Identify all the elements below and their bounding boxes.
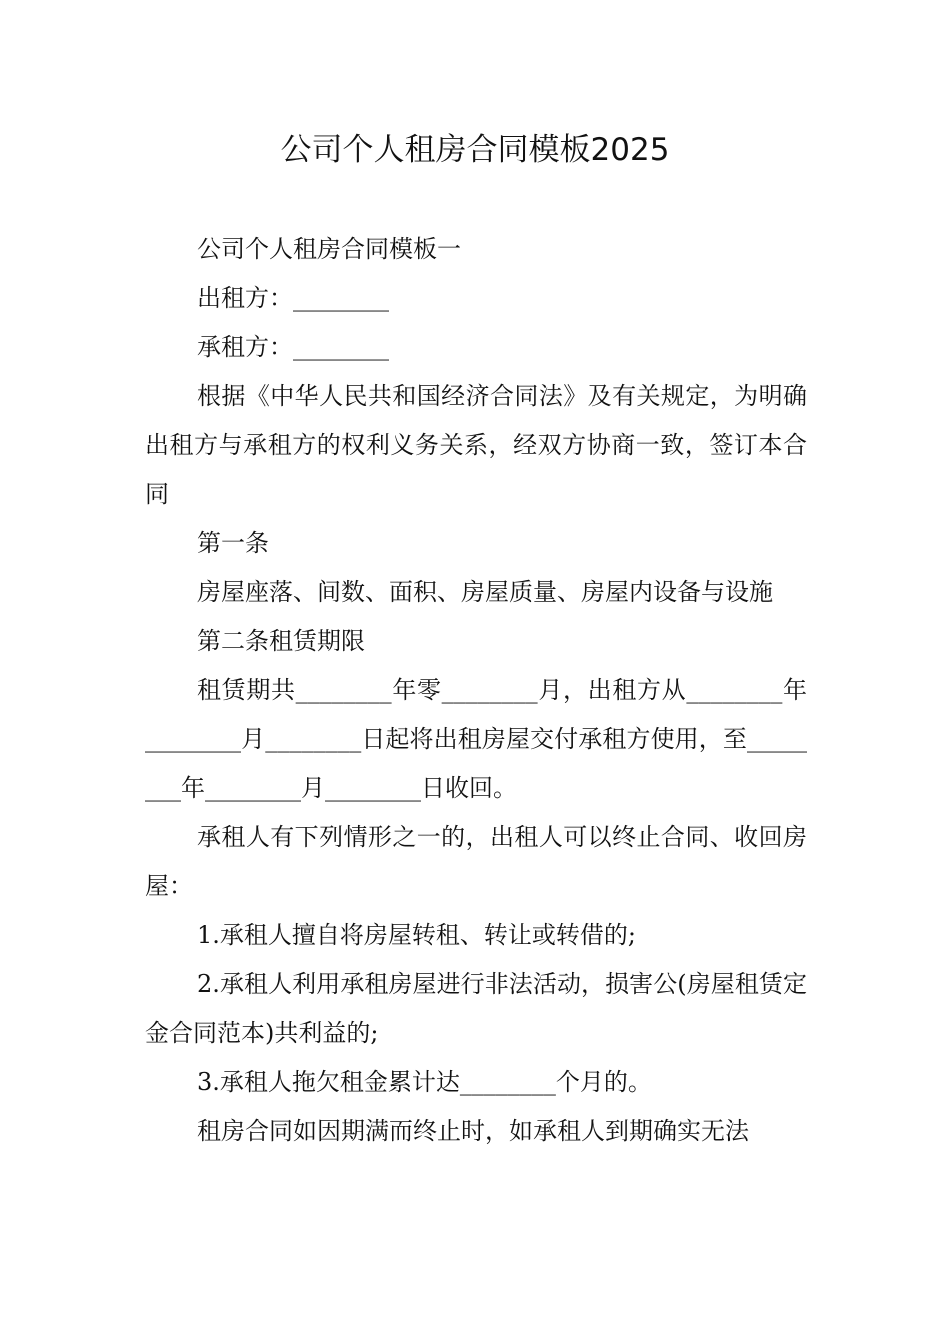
document-body — [145, 225, 807, 1156]
expiry-paragraph: 租房合同如因期满而终止时，如承租人到期确实无法 — [197, 1117, 749, 1145]
preamble-paragraph: 根据《中华人民共和国经济合同法》及有关规定，为明确出租方与承租方的权利义务关系，经双方协商一致，签订本合同 — [145, 382, 807, 508]
termination-item-2: 2.承租人利用承租房屋进行非法活动，损害公(房屋租赁定金合同范本)共利益的; — [145, 970, 807, 1047]
section-heading: 公司个人租房合同模板一 — [197, 235, 461, 263]
lessor-line: 出租方：________ — [197, 284, 389, 312]
lessee-line: 承租方：________ — [197, 333, 389, 361]
termination-intro: 承租人有下列情形之一的，出租人可以终止合同、收回房屋： — [145, 823, 807, 900]
document-title: 公司个人租房合同模板2025 — [280, 132, 670, 168]
article-two-heading: 第二条租赁期限 — [197, 627, 365, 655]
termination-item-3: 3.承租人拖欠租金累计达________个月的。 — [197, 1068, 652, 1096]
lease-term-paragraph: 租赁期共________年零________月，出租方从________年________月________日起将出租房屋交付承租方使用，至________年________月________日收回。 — [145, 676, 807, 802]
article-one-heading: 第一条 — [197, 529, 269, 557]
article-one-text: 房屋座落、间数、面积、房屋质量、房屋内设备与设施 — [197, 578, 773, 606]
termination-item-1: 1.承租人擅自将房屋转租、转让或转借的; — [197, 921, 636, 949]
